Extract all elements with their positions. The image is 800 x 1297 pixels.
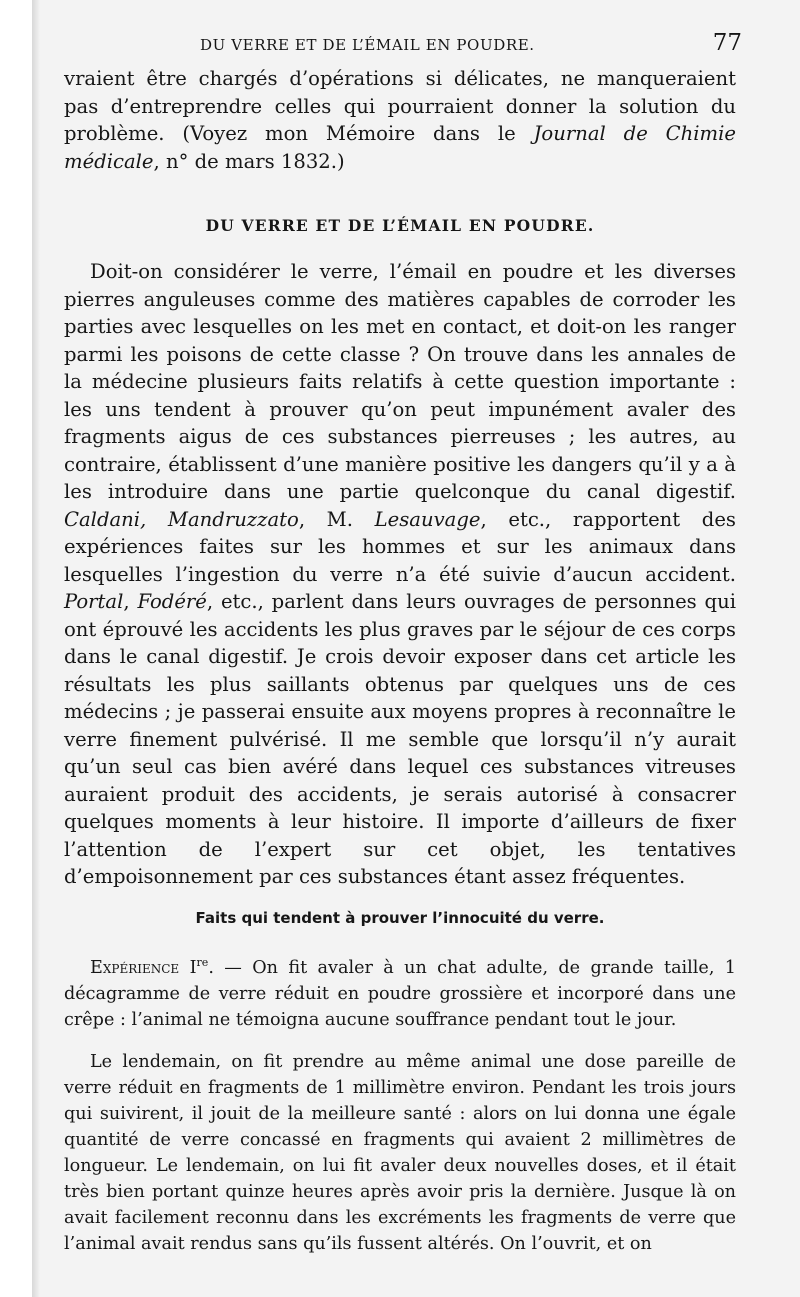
paragraph-2-part-d: , — [123, 590, 138, 613]
author-name-3: Portal — [64, 590, 124, 613]
page-number: 77 — [712, 30, 742, 56]
experiment-number: I — [189, 958, 197, 978]
paragraph-2-part-c: , etc., rapportent des expériences faites sur les hommes et sur les animaux dans lesquelles l’ingestion du verre n’a été suivie d’aucun accident. — [64, 507, 736, 586]
running-head — [60, 28, 750, 64]
paragraph-1-text: vraient être chargés d’opérations si délicates, ne manqueraient pas d’entreprendre celles qui pourraient donner la solution du problème. (Voyez mon Mémoire dans le — [64, 67, 736, 145]
journal-title: Journal de Chimie médicale — [64, 122, 736, 173]
paragraph-introduction — [64, 258, 736, 891]
paragraph-2-part-b: , M. — [298, 507, 375, 531]
author-name-4: Fodéré — [137, 590, 207, 613]
subheading: Faits qui tendent à prouver l’innocuité du verre. — [195, 909, 605, 927]
experiment-text: . — On fit avaler à un chat adulte, de grande taille, 1 décagramme de verre réduit en poudre grossière et incorporé dans une crêpe : l’animal ne témoigna aucune souffrance pendant tout le jour. — [64, 958, 736, 1030]
paragraph-2-part-e: , etc., parlent dans leurs ouvrages de personnes qui ont éprouvé les accidents les plus graves par le séjour de ces corps dans le canal digestif. Je crois devoir exposer dans cet article les résultats les plus saillants obtenus par quelques uns de ces médecins ; je passerai ensuite aux moyens propres à reconnaître le verre finement pulvérisé. Il me semble que lorsqu’il n’y aurait qu’un seul cas bien avéré dans lequel ces substances vitreuses auraient produit des accidents, je serais autorisé à consacrer quelques moments à leur histoire. Il importe d’ailleurs de fixer l’attention de l’expert sur cet objet, les tentatives d’empoisonnement par ces substances étant assez fréquentes. — [64, 590, 736, 888]
paragraph-continuation — [64, 65, 736, 175]
paragraph-2-part-a: Doit-on considérer le verre, l’émail en poudre et les diverses pierres anguleuses comme des matières capables de corroder les parties avec lesquelles on les met en contact, et doit-on les ranger parmi les poisons de cette classe ? On trouve dans les annales de la médecine plusieurs faits relatifs à cette question importante : les uns tendent à prouver qu’on peut impunément avaler des fragments aigus de ces substances pierreuses ; les autres, au contraire, établissent d’une manière positive les dangers qu’il y a à les introduire dans une partie quelconque du canal digestif. — [64, 260, 736, 503]
page-edge-shadow — [32, 0, 40, 1297]
section-title: DU VERRE ET DE L’ÉMAIL EN POUDRE. — [205, 216, 595, 235]
experiment-label: Expérience — [90, 958, 180, 978]
paragraph-1-end: , n° de mars 1832.) — [153, 149, 345, 173]
author-names-1: Caldani, Mandruzzato — [64, 507, 299, 531]
paragraph-next-day: Le lendemain, on fit prendre au même animal une dose pareille de verre réduit en fragments de 1 millimètre environ. Pendant les trois jours qui suivirent, il jouit de la meilleure santé : alors on lui donna une égale quantité de verre concassé en fragments qui avaient 2 millimètres de longueur. Le lendemain, on lui fit avaler deux nouvelles doses, et il était très bien portant quinze heures après avoir pris la dernière. Jusque là on avait facilement reconnu dans les excréments les fragments de verre que l’animal avait rendus sans qu’ils fussent altérés. On l’ouvrit, et on — [64, 1052, 736, 1254]
paragraph-experiment-1 — [64, 955, 736, 1033]
experiment-ordinal: re — [196, 956, 209, 970]
author-name-2: Lesauvage — [374, 507, 481, 531]
running-title: DU VERRE ET DE L’ÉMAIL EN POUDRE. — [200, 36, 535, 54]
